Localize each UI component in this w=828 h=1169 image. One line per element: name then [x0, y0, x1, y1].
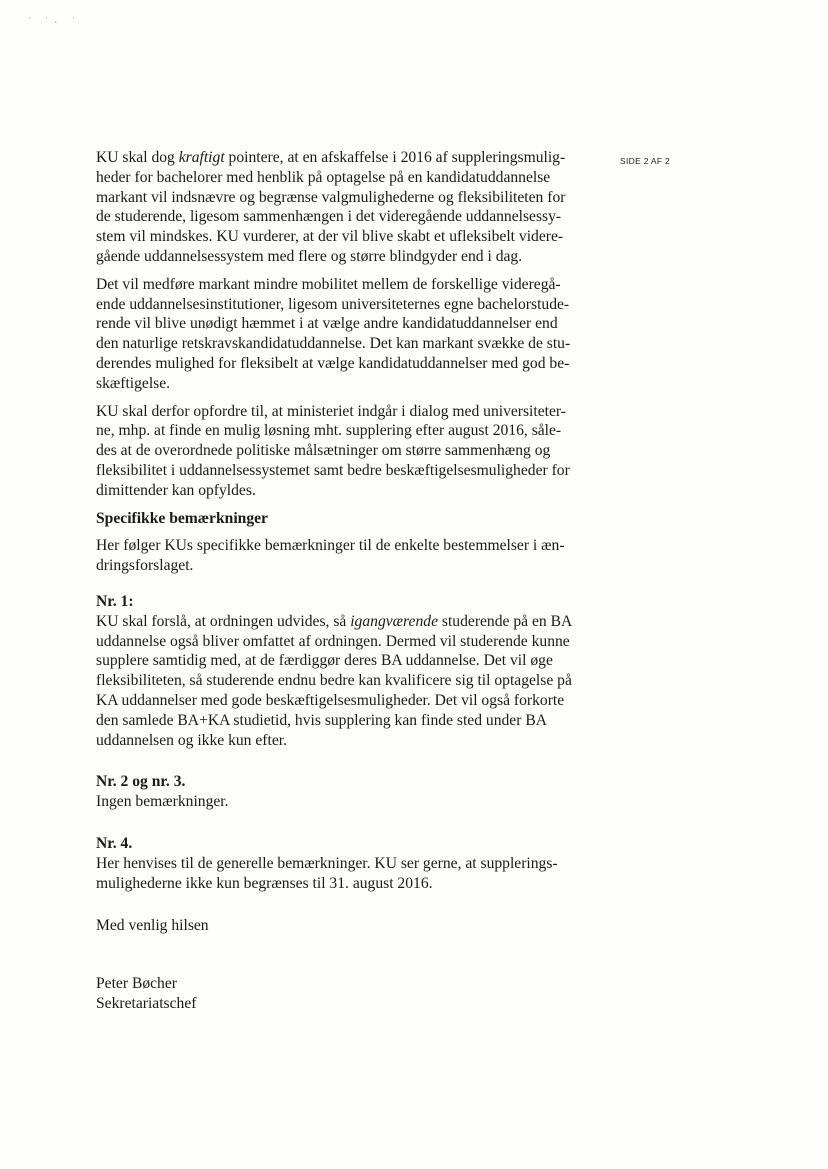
- text-line: dringsforslaget.: [96, 557, 194, 575]
- text-line: ende uddannelsesinstitutioner, ligesom universiteternes egne bachelorstude-: [96, 295, 570, 313]
- signer-title: Sekretariatschef: [96, 994, 197, 1012]
- section-heading: Nr. 1:: [96, 592, 134, 610]
- text-line: gående uddannelsessystem med flere og større blindgyder end i dag.: [96, 247, 523, 265]
- signature-block: [96, 974, 586, 1014]
- page-number-label: SIDE 2 AF 2: [620, 156, 671, 166]
- paragraph-3: [96, 402, 586, 501]
- text-line: dimittender kan opfyldes.: [96, 481, 256, 499]
- text-line: des at de overordnede politiske målsætninger om større sammenhæng og: [96, 442, 551, 460]
- text-line: supplere samtidig med, at de færdiggør deres BA uddannelse. Det vil øge: [96, 652, 553, 670]
- paragraph-1: [96, 148, 586, 267]
- closing-greeting: [96, 916, 586, 936]
- text-line: Det vil medføre markant mindre mobilitet mellem de forskellige videregå-: [96, 275, 561, 293]
- text-line: KU skal dog kraftigt pointere, at en afskaffelse i 2016 af suppleringsmulig-: [96, 149, 566, 166]
- paragraph-2: [96, 275, 586, 394]
- text-line: Ingen bemærkninger.: [96, 793, 229, 811]
- text-line: den naturlige retskravskandidatuddannelse. Det kan markant svække de stu-: [96, 335, 571, 353]
- text-line: stem vil mindskes. KU vurderer, at der vil blive skabt et ufleksibelt videre-: [96, 228, 564, 246]
- scan-artifacts: · ·˛ ·: [28, 14, 81, 23]
- text-line: fleksibiliteten, så studerende endnu bedre kan kvalificere sig til optagelse på: [96, 672, 572, 690]
- letter-body: [96, 148, 586, 1014]
- text-line: markant vil indsnævre og begrænse valgmulighederne og fleksibiliteten for: [96, 188, 566, 206]
- text-line: KU skal derfor opfordre til, at ministeriet indgår i dialog med universiteter-: [96, 402, 566, 420]
- remark-section-nr-4: [96, 834, 586, 893]
- text-line: den samlede BA+KA studietid, hvis supplering kan finde sted under BA: [96, 711, 547, 729]
- section-heading: Nr. 2 og nr. 3.: [96, 773, 186, 791]
- text-line: KU skal forslå, at ordningen udvides, så igangværende studerende på en BA: [96, 612, 573, 630]
- text-line: ne, mhp. at finde en mulig løsning mht. supplering efter august 2016, såle-: [96, 422, 562, 440]
- remark-section-nr-2-3: [96, 772, 586, 812]
- text-line: KA uddannelser med gode beskæftigelsesmuligheder. Det vil også forkorte: [96, 691, 565, 709]
- text-line: heder for bachelorer med henblik på optagelse på en kandidatuddannelse: [96, 168, 551, 186]
- specific-remarks-intro: [96, 536, 586, 576]
- specific-remarks-block: [96, 509, 586, 529]
- emphasis-text: kraftigt: [178, 149, 225, 166]
- text-line: mulighederne ikke kun begrænses til 31. august 2016.: [96, 874, 433, 892]
- text-line: Her følger KUs specifikke bemærkninger til de enkelte bestemmelser i æn-: [96, 537, 565, 555]
- text-line: fleksibilitet i uddannelsessystemet samt bedre beskæftigelsesmuligheder for: [96, 461, 570, 479]
- section-heading: Nr. 4.: [96, 834, 133, 852]
- text-line: Her henvises til de generelle bemærkninger. KU ser gerne, at supplerings-: [96, 854, 558, 872]
- section-heading: Specifikke bemærkninger: [96, 509, 268, 527]
- remark-section-nr-1: [96, 592, 586, 750]
- text-line: de studerende, ligesom sammenhængen i det videregående uddannelsessy-: [96, 208, 562, 226]
- text-line: Med venlig hilsen: [96, 917, 209, 935]
- text-line: rende vil blive unødigt hæmmet i at vælge andre kandidatuddannelser end: [96, 315, 558, 333]
- text-line: uddannelsen og ikke kun efter.: [96, 731, 287, 749]
- emphasis-text: igangværende: [350, 612, 438, 630]
- text-line: skæftigelse.: [96, 374, 171, 392]
- signer-name: Peter Bøcher: [96, 975, 177, 993]
- text-line: uddannelse også bliver omfattet af ordningen. Dermed vil studerende kunne: [96, 632, 570, 650]
- text-line: derendes mulighed for fleksibelt at vælge kandidatuddannelser med god be-: [96, 354, 570, 372]
